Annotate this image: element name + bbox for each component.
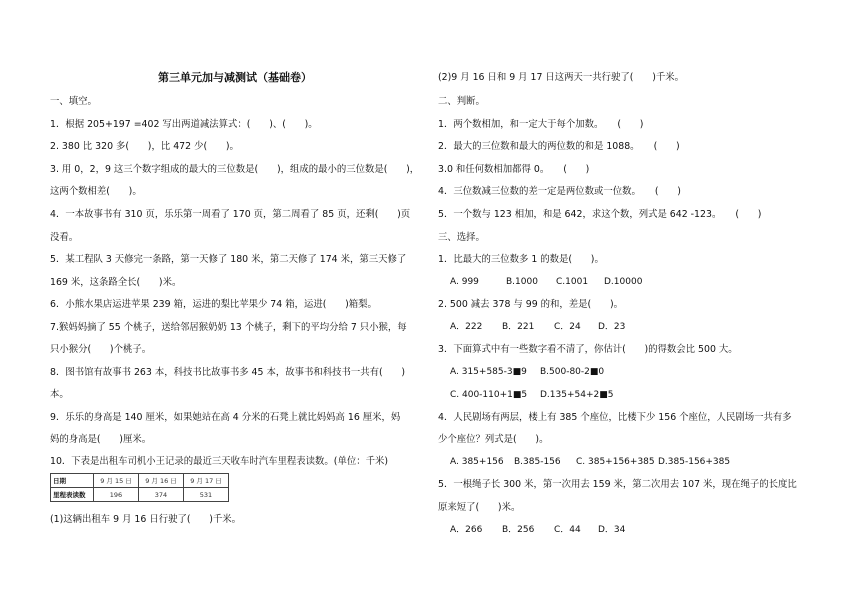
question-5-line1: 5．某工程队 3 天修完一条路，第一天修了 180 米，第二天修了 174 米，第三天修了 — [50, 254, 407, 265]
option-d: D.385-156+385 — [658, 457, 731, 467]
option-a: A. 385+156 — [450, 457, 504, 467]
choice-5-line2: 原来短了( )米。 — [438, 502, 521, 513]
question-5-line2: 169 米，这条路全长( )米。 — [50, 277, 182, 288]
option-a: A．266 — [450, 525, 483, 535]
choice-5-line1: 5．一根绳子长 300 米，第一次用去 159 米，第二次用去 107 米，现在绳子的长度比 — [438, 479, 797, 490]
table-row — [51, 474, 229, 488]
question-7-line2: 只小猴分( )个桃子。 — [50, 344, 152, 355]
table-cell: 9 月 16 日 — [139, 474, 184, 488]
question-3-line2: 这两个数相差( )。 — [50, 186, 142, 197]
option-b: B.1000 — [506, 277, 538, 287]
judge-4: 4．三位数减三位数的差一定是两位数或一位数。 ( ) — [438, 186, 681, 197]
question-8-line2: 本。 — [50, 389, 69, 400]
section-fill-in: 一、填空。 — [50, 96, 97, 107]
question-4-line1: 4．一本故事书有 310 页，乐乐第一周看了 170 页，第二周看了 85 页，还剩( )页 — [50, 209, 411, 220]
question-10: 10．下表是出租车司机小王记录的最近三天收车时汽车里程表读数。(单位：千米) — [50, 456, 388, 467]
option-c: C．24 — [554, 322, 581, 332]
option-d: D.135+54+2■5 — [540, 390, 614, 400]
question-3-line1: 3. 用 0，2，9 这三个数字组成的最大的三位数是( )，组成的最小的三位数是( )， — [50, 164, 420, 175]
question-8-line1: 8．图书馆有故事书 263 本，科技书比故事书多 45 本，故事书和科技书一共有( ) — [50, 367, 406, 378]
section-choice: 三、选择。 — [438, 232, 485, 243]
question-9-line1: 9．乐乐的身高是 140 厘米，如果她站在高 4 分米的石凳上就比妈妈高 16 厘米，妈 — [50, 412, 401, 423]
choice-4-line1: 4．人民剧场有两层，楼上有 385 个座位，比楼下少 156 个座位，人民剧场一共有多 — [438, 412, 792, 423]
option-b: B.500-80-2■0 — [540, 367, 605, 377]
question-10-part-1: (1)这辆出租车 9 月 16 日行驶了( )千米。 — [50, 514, 242, 525]
option-d: D．34 — [598, 525, 626, 535]
option-d: D．23 — [598, 322, 626, 332]
question-9-line2: 妈的身高是( )厘米。 — [50, 434, 152, 445]
option-d: D.10000 — [604, 277, 643, 287]
table-cell: 374 — [139, 488, 184, 502]
table-cell: 9 月 15 日 — [94, 474, 139, 488]
odometer-table — [50, 473, 229, 502]
question-1: 1．根据 205+197 =402 写出两道减法算式：( )、( )。 — [50, 119, 318, 130]
question-7-line1: 7.猴妈妈摘了 55 个桃子，送给邻居猴奶奶 13 个桃子，剩下的平均分给 7 只小猴，每 — [50, 322, 407, 333]
table-row — [51, 488, 229, 502]
choice-3: 3．下面算式中有一些数字看不清了，你估计( )的得数会比 500 大。 — [438, 344, 738, 355]
option-b: B.385-156 — [514, 457, 561, 467]
table-cell: 196 — [94, 488, 139, 502]
judge-5: 5．一个数与 123 相加，和是 642，求这个数，列式是 642 -123。 ( ) — [438, 209, 762, 220]
question-4-line2: 没看。 — [50, 232, 79, 243]
option-a: A. 999 — [450, 277, 479, 287]
question-2: 2. 380 比 320 多( )，比 472 少( )。 — [50, 141, 239, 152]
judge-3: 3.0 和任何数相加都得 0。 ( ) — [438, 164, 590, 175]
option-b: B．256 — [502, 525, 535, 535]
option-a: A．222 — [450, 322, 483, 332]
question-6: 6．小熊水果店运进苹果 239 箱，运进的梨比苹果少 74 箱，运进( )箱梨。 — [50, 299, 377, 310]
choice-1: 1．比最大的三位数多 1 的数是( )。 — [438, 254, 604, 265]
section-judge: 二、判断。 — [438, 96, 485, 107]
choice-4-line2: 少个座位？列式是( )。 — [438, 434, 549, 445]
table-cell: 里程表读数 — [51, 488, 94, 502]
option-c: C．44 — [554, 525, 581, 535]
option-c: C. 385+156+385 — [576, 457, 655, 467]
judge-1: 1．两个数相加，和一定大于每个加数。 ( ) — [438, 119, 644, 130]
table-cell: 日期 — [51, 474, 94, 488]
table-cell: 531 — [184, 488, 229, 502]
option-c: C. 400-110+1■5 — [450, 390, 528, 400]
question-10-part-2: (2)9 月 16 日和 9 月 17 日这两天一共行驶了( )千米。 — [438, 72, 684, 83]
choice-2: 2. 500 减去 378 与 99 的和，差是( )。 — [438, 299, 623, 310]
judge-2: 2．最大的三位数和最大的两位数的和是 1088。 ( ) — [438, 141, 680, 152]
option-c: C.1001 — [556, 277, 589, 287]
page-title: 第三单元加与减测试（基础卷） — [158, 71, 312, 84]
option-a: A. 315+585-3■9 — [450, 367, 527, 377]
table-cell: 9 月 17 日 — [184, 474, 229, 488]
option-b: B．221 — [502, 322, 535, 332]
